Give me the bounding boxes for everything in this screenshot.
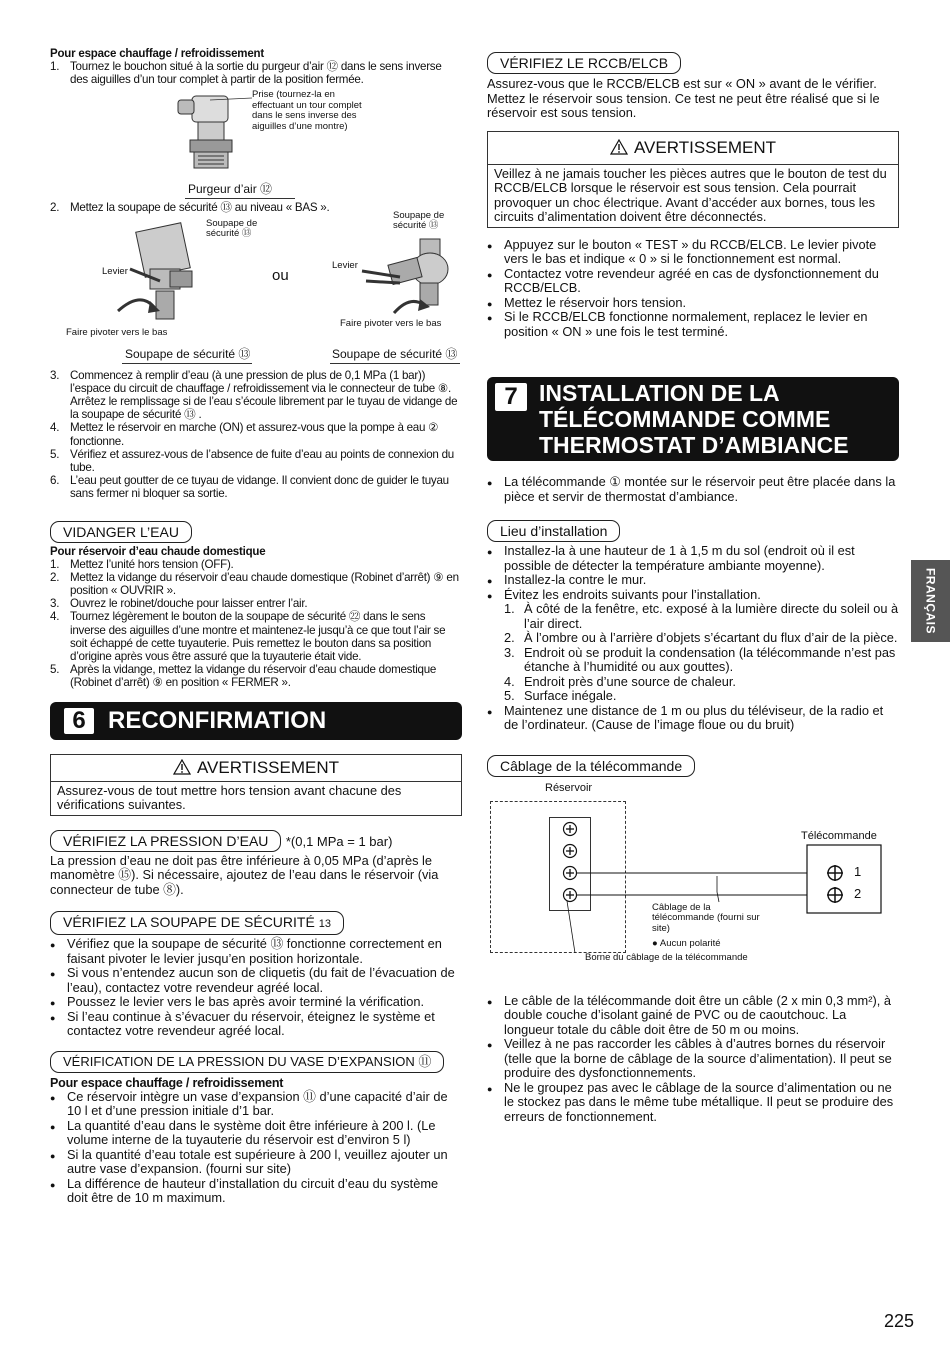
section-6-number: 6 xyxy=(64,708,94,734)
warning-title: AVERTISSEMENT xyxy=(633,137,776,157)
air-purger-figure xyxy=(50,86,462,201)
rccb-body: Assurez-vous que le RCCB/ELCB est sur « ON » avant de le vérifier. Mettez le réservoir sous tension. Ce test ne peut être réalisé que si le réservoir est sous tension. xyxy=(487,76,880,120)
list-item: ● Vérifiez que la soupape de sécurité ⑬ fonctionne correctement en faisant pivoter le levier jusqu’en position horizontale. xyxy=(50,937,462,966)
safety-valve-figure xyxy=(50,209,462,367)
installation-location-pill: Lieu d’installation xyxy=(487,520,620,542)
list-item: 1. À côté de la fenêtre, etc. exposé à la lumière directe du soleil ou à l’air direct. xyxy=(504,601,899,631)
list-item: ● Veillez à ne pas raccorder les câbles à d’autres bornes du réservoir (telle que la borne de câblage de la source d’alimentation). Il peut se produire des dysfonctionnements. xyxy=(487,1037,899,1081)
section-6-header xyxy=(50,702,462,740)
lever-a-label: Levier xyxy=(102,265,128,277)
rccb-bullets xyxy=(487,238,899,340)
warning-body: Assurez-vous de tout mettre hors tension avant chacune des vérifications suivantes. xyxy=(57,782,402,813)
list-item: 5. Vérifiez et assurez-vous de l’absence de fuite d’eau au points de connexion du tube. xyxy=(50,447,454,475)
check-rccb-pill: VÉRIFIEZ LE RCCB/ELCB xyxy=(487,52,681,74)
list-item: ● Si l’eau continue à s’évacuer du réservoir, éteignez le système et contactez votre revendeur agréé local. xyxy=(50,1010,462,1039)
list-item: 3. Ouvrez le robinet/douche pour laisser entrer l’air. xyxy=(50,597,308,611)
intro-heading: Pour espace chauffage / refroidissement xyxy=(50,48,264,60)
list-item: 2. Mettez la soupape de sécurité ⑬ au niveau « BAS ». xyxy=(50,201,330,215)
section-7-number: 7 xyxy=(495,383,527,411)
diagram-tank-label: Réservoir xyxy=(545,781,593,794)
lever-b-label: Levier xyxy=(332,259,358,271)
list-item: 6. L’eau peut goutter de ce tuyau de vidange. Il convient donc de guider le tuyau sans fermer ni bloquer sa sortie. xyxy=(50,474,449,501)
list-item: 3. Commencez à remplir d’eau (à une pression de plus de 0,1 MPa (1 bar)) l’espace du circuit de chauffage / refroidissement via le connecteur de tube ⑧. Arrêtez le remplissage si de l’eau s’écoule librement par le tuyau de vidange de la soupape de sécurité ⑬ . xyxy=(50,368,458,422)
list-item: ● Le câble de la télécommande doit être un câble (2 x min 0,3 mm²), à double couche d’isolant gainé de PVC ou de caoutchouc. La longueur totale du câble doit être de 50 m ou moins. xyxy=(487,994,899,1038)
valve-a-label: Soupape de sécurité ⑬ xyxy=(206,217,258,240)
list-item: 3. Endroit où se produit la condensation (la télécommande n’est pas étanche à l’humidité ou aux gouttes). xyxy=(504,644,896,674)
polarity-note: ● Aucun polarité xyxy=(652,937,721,949)
list-item: ● Appuyez sur le bouton « TEST » du RCCB/ELCB. Le levier pivote vers le bas et indique « 0 » si le fonctionnement est normal. xyxy=(487,238,899,267)
valve-a-caption: Soupape de sécurité ⑬ xyxy=(125,346,251,361)
left-column xyxy=(50,48,462,1206)
drain-steps xyxy=(50,558,462,690)
check-pressure-pill: VÉRIFIEZ LA PRESSION D’EAU xyxy=(50,830,281,852)
fill-steps-c xyxy=(50,369,462,501)
list-item: ● Ce réservoir intègre un vase d’expansion ⑪ d’une capacité d’air de 10 l et d’une pression initiale d’1 bar. xyxy=(50,1090,462,1119)
list-item: 1. Mettez l’unité hors tension (OFF). xyxy=(50,557,234,571)
language-side-tab: FRANÇAIS xyxy=(911,560,950,642)
list-item: ● Si vous n’entendez aucun son de cliquetis (du fait de l’évacuation de l’eau), contactez votre revendeur agréé local. xyxy=(50,966,462,995)
list-item: 5. Surface inégale. xyxy=(504,688,617,703)
section-7-header xyxy=(487,377,899,461)
list-item: ● Installez-la à une hauteur de 1 à 1,5 m du sol (endroit où il est possible de détecter la température ambiante moyenne). xyxy=(487,544,899,573)
list-item: ● La télécommande ① montée sur le réservoir peut être placée dans la pièce et servir de thermostat d’ambiance. xyxy=(487,475,899,504)
list-item: ● Installez-la contre le mur. xyxy=(487,573,899,588)
section-7-title: INSTALLATION DE LA TÉLÉCOMMANDE COMME THERMOSTAT D’AMBIANCE xyxy=(539,380,849,458)
valve-bullets xyxy=(50,937,462,1039)
list-item: ● Maintenez une distance de 1 m ou plus du téléviseur, de la radio et de l’ordinateur. (Cause de l’image floue ou du bruit) xyxy=(487,704,899,733)
avoid-list xyxy=(487,602,899,704)
expansion-bullets xyxy=(50,1090,462,1206)
cable-note: Câblage de la télécommande (fourni sur site) xyxy=(652,901,760,934)
list-item: ● Contactez votre revendeur agréé en cas de dysfonctionnement du RCCB/ELCB. xyxy=(487,267,899,296)
rotate-b-label: Faire pivoter vers le bas xyxy=(340,317,442,329)
air-purger-illustration xyxy=(170,88,260,178)
diagram-remote-label: Télécommande xyxy=(801,829,877,842)
rotate-a-label: Faire pivoter vers le bas xyxy=(66,326,168,338)
wiring-diagram xyxy=(487,777,899,972)
list-item: ● Si le RCCB/ELCB fonctionne normalement, replacez le levier en position « ON » une fois le test terminé. xyxy=(487,310,899,339)
list-item: 4. Mettez le réservoir en marche (ON) et assurez-vous que la pompe à eau ② fonctionne. xyxy=(50,421,439,448)
remote-wiring-pill: Câblage de la télécommande xyxy=(487,755,695,777)
list-item: 4. Endroit près d’une source de chaleur. xyxy=(504,673,736,689)
valve-b-label: Soupape de sécurité ⑬ xyxy=(393,209,445,232)
location-last xyxy=(487,704,899,733)
list-item: ● La quantité d’eau dans le système doit être inférieure à 200 l. (Le volume interne de la tuyauterie du réservoir est d’environ 5 l) xyxy=(50,1119,462,1148)
warning-icon xyxy=(610,139,628,155)
drain-water-pill: VIDANGER L’EAU xyxy=(50,521,192,543)
terminal-2-label: 2 xyxy=(854,885,862,901)
terminal-1-label: 1 xyxy=(854,863,862,879)
location-bullets xyxy=(487,544,899,602)
page-number: 225 xyxy=(884,1311,915,1331)
drain-heading: Pour réservoir d’eau chaude domestique xyxy=(50,545,266,558)
list-item: ● Évitez les endroits suivants pour l’installation. xyxy=(487,588,899,603)
list-item: 4. Tournez légèrement le bouton de la soupape de sécurité ㉒ dans le sens inverse des aiguilles d’une montre et maintenez-le jusqu’à ce que tout l’air se soit échappé de cette tuyauterie. Puis remettez le bouton dans sa position d’origine après vous être assuré que la tuyauterie était vide. xyxy=(50,610,446,664)
check-valve-pill: VÉRIFIEZ LA SOUPAPE DE SÉCURITÉ 13 xyxy=(50,911,344,935)
list-item: ● Poussez le levier vers le bas après avoir terminé la vérification. xyxy=(50,995,462,1010)
list-item: ● La différence de hauteur d’installation du circuit d’eau du système doit être de 10 m maximum. xyxy=(50,1177,462,1206)
section-6-title: RECONFIRMATION xyxy=(108,706,327,734)
warning-box-rccb xyxy=(487,131,899,228)
list-item: 2. À l’ombre ou à l’arrière d’objets s’écartant du flux d’air de la pièce. xyxy=(504,630,898,645)
warning-box-reconfirmation xyxy=(50,754,462,816)
list-item: ● Ne le groupez pas avec le câblage de la source d’alimentation ou ne le stockez pas dans le même tube métallique. Il peut se produire des erreurs de fonctionnement. xyxy=(487,1081,899,1125)
valve-b-caption: Soupape de sécurité ⑬ xyxy=(332,346,458,361)
warning-title: AVERTISSEMENT xyxy=(196,757,339,777)
list-item: 5. Après la vidange, mettez la vidange du réservoir d’eau chaude domestique (Robinet d’arrêt) ⑨ en position « FERMER ». xyxy=(50,663,437,690)
list-item: ● Si la quantité d’eau totale est supérieure à 200 l, veuillez ajouter un autre vase d’expansion. (fourni sur site) xyxy=(50,1148,462,1177)
expansion-vessel-pill: VÉRIFICATION DE LA PRESSION DU VASE D’EXPANSION ⑪ xyxy=(50,1051,444,1073)
purger-caption: Purgeur d’air ⑫ xyxy=(188,182,273,197)
list-item: 2. Mettez la vidange du réservoir d’eau chaude domestique (Robinet d’arrêt) ⑨ en position « OUVRIR ». xyxy=(50,570,459,598)
or-label: ou xyxy=(272,266,289,284)
pressure-note: *(0,1 MPa = 1 bar) xyxy=(285,833,393,849)
fill-steps-a xyxy=(50,60,462,86)
expansion-heading: Pour espace chauffage / refroidissement xyxy=(50,1075,284,1090)
list-item: 1. Tournez le bouchon situé à la sortie du purgeur d’air ⑫ dans le sens inverse des aiguilles d’un tour complet à partir de la position fermée. xyxy=(50,60,442,87)
list-item: ● Mettez le réservoir hors tension. xyxy=(487,296,899,311)
warning-icon xyxy=(173,759,191,775)
section-7-intro xyxy=(487,475,899,504)
warning-body: Veillez à ne jamais toucher les pièces autres que le bouton de test du RCCB/ELCB lorsque le réservoir est sous tension. Cela pourrait provoquer un choc électrique. Avant d’accéder aux bornes, tous les circuits d’alimentation doivent être déconnectés. xyxy=(494,165,887,224)
terminal-note: Borne du câblage de la télécommande xyxy=(585,951,748,963)
pressure-body: La pression d’eau ne doit pas être inférieure à 0,05 MPa (d’après le manomètre ⑮). Si nécessaire, ajoutez de l’eau dans le réservoir (via connecteur de tube ⑧). xyxy=(50,852,439,897)
wiring-bullets xyxy=(487,994,899,1125)
safety-valve-b-illustration xyxy=(340,231,470,331)
right-column xyxy=(487,52,899,1124)
purger-note: Prise (tournez-la en effectuant un tour complet dans le sens inverse des aiguilles d’une montre) xyxy=(252,89,362,132)
